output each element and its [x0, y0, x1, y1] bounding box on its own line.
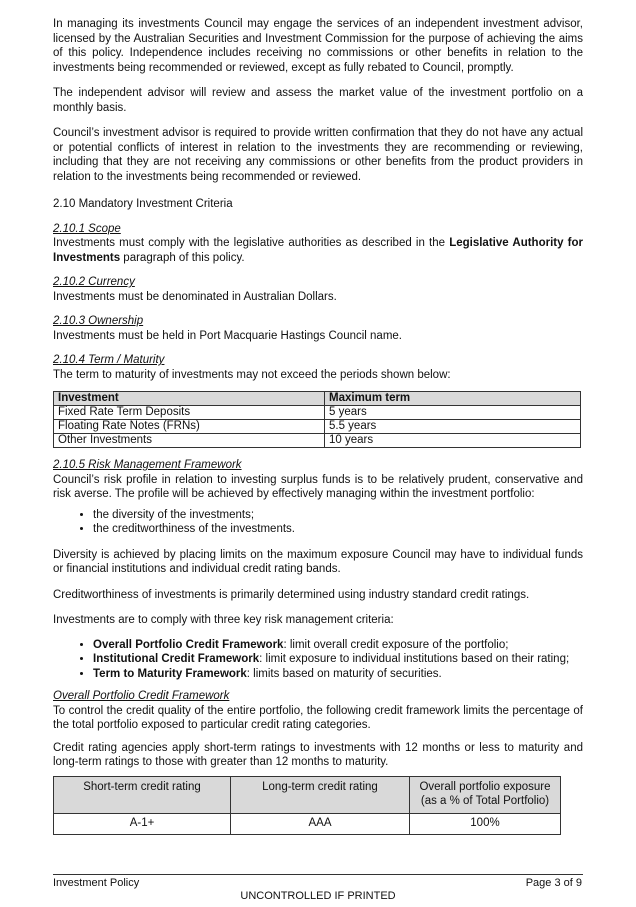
table-cell: Other Investments: [54, 434, 325, 448]
currency-text: Investments must be denominated in Australian Dollars.: [53, 290, 337, 303]
overall-text-2: Credit rating agencies apply short-term ratings to investments with 12 months or less to maturity and long-term ratings to those with greater than 12 months to maturity.: [53, 741, 583, 768]
overall-heading: Overall Portfolio Credit Framework: [53, 690, 230, 702]
risk-heading: 2.10.5 Risk Management Framework: [53, 459, 242, 471]
footer-page-number: Page 3 of 9: [525, 877, 582, 889]
table-header: Maximum term: [325, 392, 581, 406]
table-cell: AAA: [231, 813, 410, 834]
table-cell: A-1+: [54, 813, 231, 834]
section-title: 2.10 Mandatory Investment Criteria: [53, 198, 233, 210]
list-item: • Institutional Credit Framework: limit exposure to individual institutions based on their rating;: [93, 652, 583, 667]
table-header-row: [54, 776, 561, 813]
table-header-row: [54, 392, 581, 406]
table-row: [54, 813, 561, 834]
term-table: [53, 391, 581, 448]
table-header: Short-term credit rating: [54, 776, 231, 813]
scope-heading: 2.10.1 Scope: [53, 222, 121, 235]
table-row: [54, 434, 581, 448]
creditworthiness-paragraph: Creditworthiness of investments is primarily determined using industry standard credit ratings.: [53, 588, 530, 601]
advisor-paragraph: In managing its investments Council may engage the services of an independent investment advisor, licensed by the Australian Securities and Investment Commission for the purpose of achieving the aims of this policy. Independence includes receiving no commissions or other benefits in relation to the investments being recommended or reviewed, except as fully rebated to Council, promptly.: [53, 18, 583, 74]
document-page: [53, 17, 583, 835]
term-text: The term to maturity of investments may not exceed the periods shown below:: [53, 368, 451, 381]
table-header: Overall portfolio exposure (as a % of Total Portfolio): [410, 776, 561, 813]
list-item: • Term to Maturity Framework: limits based on maturity of securities.: [93, 667, 583, 682]
table-cell: Fixed Rate Term Deposits: [54, 406, 325, 420]
risk-bullet-list: [53, 508, 583, 537]
footer-divider: [53, 874, 583, 875]
currency-heading: 2.10.2 Currency: [53, 276, 135, 288]
table-cell: 100%: [410, 813, 561, 834]
legislative-authority-ref: Legislative Authority for Investments: [53, 237, 583, 264]
scope-text: Investments must comply with the legislative authorities as described in the Legislative Authority for Investments paragraph of this policy.: [53, 237, 583, 264]
criteria-intro: Investments are to comply with three key risk management criteria:: [53, 614, 394, 626]
table-cell: 5.5 years: [325, 420, 581, 434]
table-header: Long-term credit rating: [231, 776, 410, 813]
table-cell: 5 years: [325, 406, 581, 420]
risk-text: Council’s risk profile in relation to investing surplus funds is to be relatively prudent, conservative and risk averse. The profile will be achieved by effectively managing within the investment portfolio:: [53, 473, 583, 500]
criteria-list: [53, 638, 583, 682]
diversity-paragraph: Diversity is achieved by placing limits on the maximum exposure Council may have to individual funds or financial institutions and individual credit rating bands.: [53, 548, 583, 575]
list-item: • the creditworthiness of the investments.: [93, 522, 583, 537]
ownership-heading: 2.10.3 Ownership: [53, 315, 144, 327]
list-item: • Overall Portfolio Credit Framework: limit overall credit exposure of the portfolio;: [93, 638, 583, 653]
list-item: • the diversity of the investments;: [93, 508, 583, 523]
footer-notice: UNCONTROLLED IF PRINTED: [240, 890, 396, 902]
table-row: [54, 406, 581, 420]
table-cell: Floating Rate Notes (FRNs): [54, 420, 325, 434]
term-heading: 2.10.4 Term / Maturity: [53, 354, 165, 366]
conflict-paragraph: Council’s investment advisor is required to provide written confirmation that they do not have any actual or potential conflicts of interest in relation to the investments they are recommending or reviewing, including that they are not receiving any commissions or other benefits from the product providers in relation to the investments being recommended or reviewed.: [53, 127, 583, 183]
overall-text-1: To control the credit quality of the entire portfolio, the following credit framework limits the percentage of the total portfolio exposed to particular credit rating categories.: [53, 704, 583, 731]
footer-doc-title: Investment Policy: [53, 877, 140, 889]
credit-table: [53, 776, 561, 835]
ownership-text: Investments must be held in Port Macquarie Hastings Council name.: [53, 329, 402, 342]
table-cell: 10 years: [325, 434, 581, 448]
table-row: [54, 420, 581, 434]
review-paragraph: The independent advisor will review and assess the market value of the investment portfolio on a monthly basis.: [53, 87, 583, 114]
table-header: Investment: [54, 392, 325, 406]
